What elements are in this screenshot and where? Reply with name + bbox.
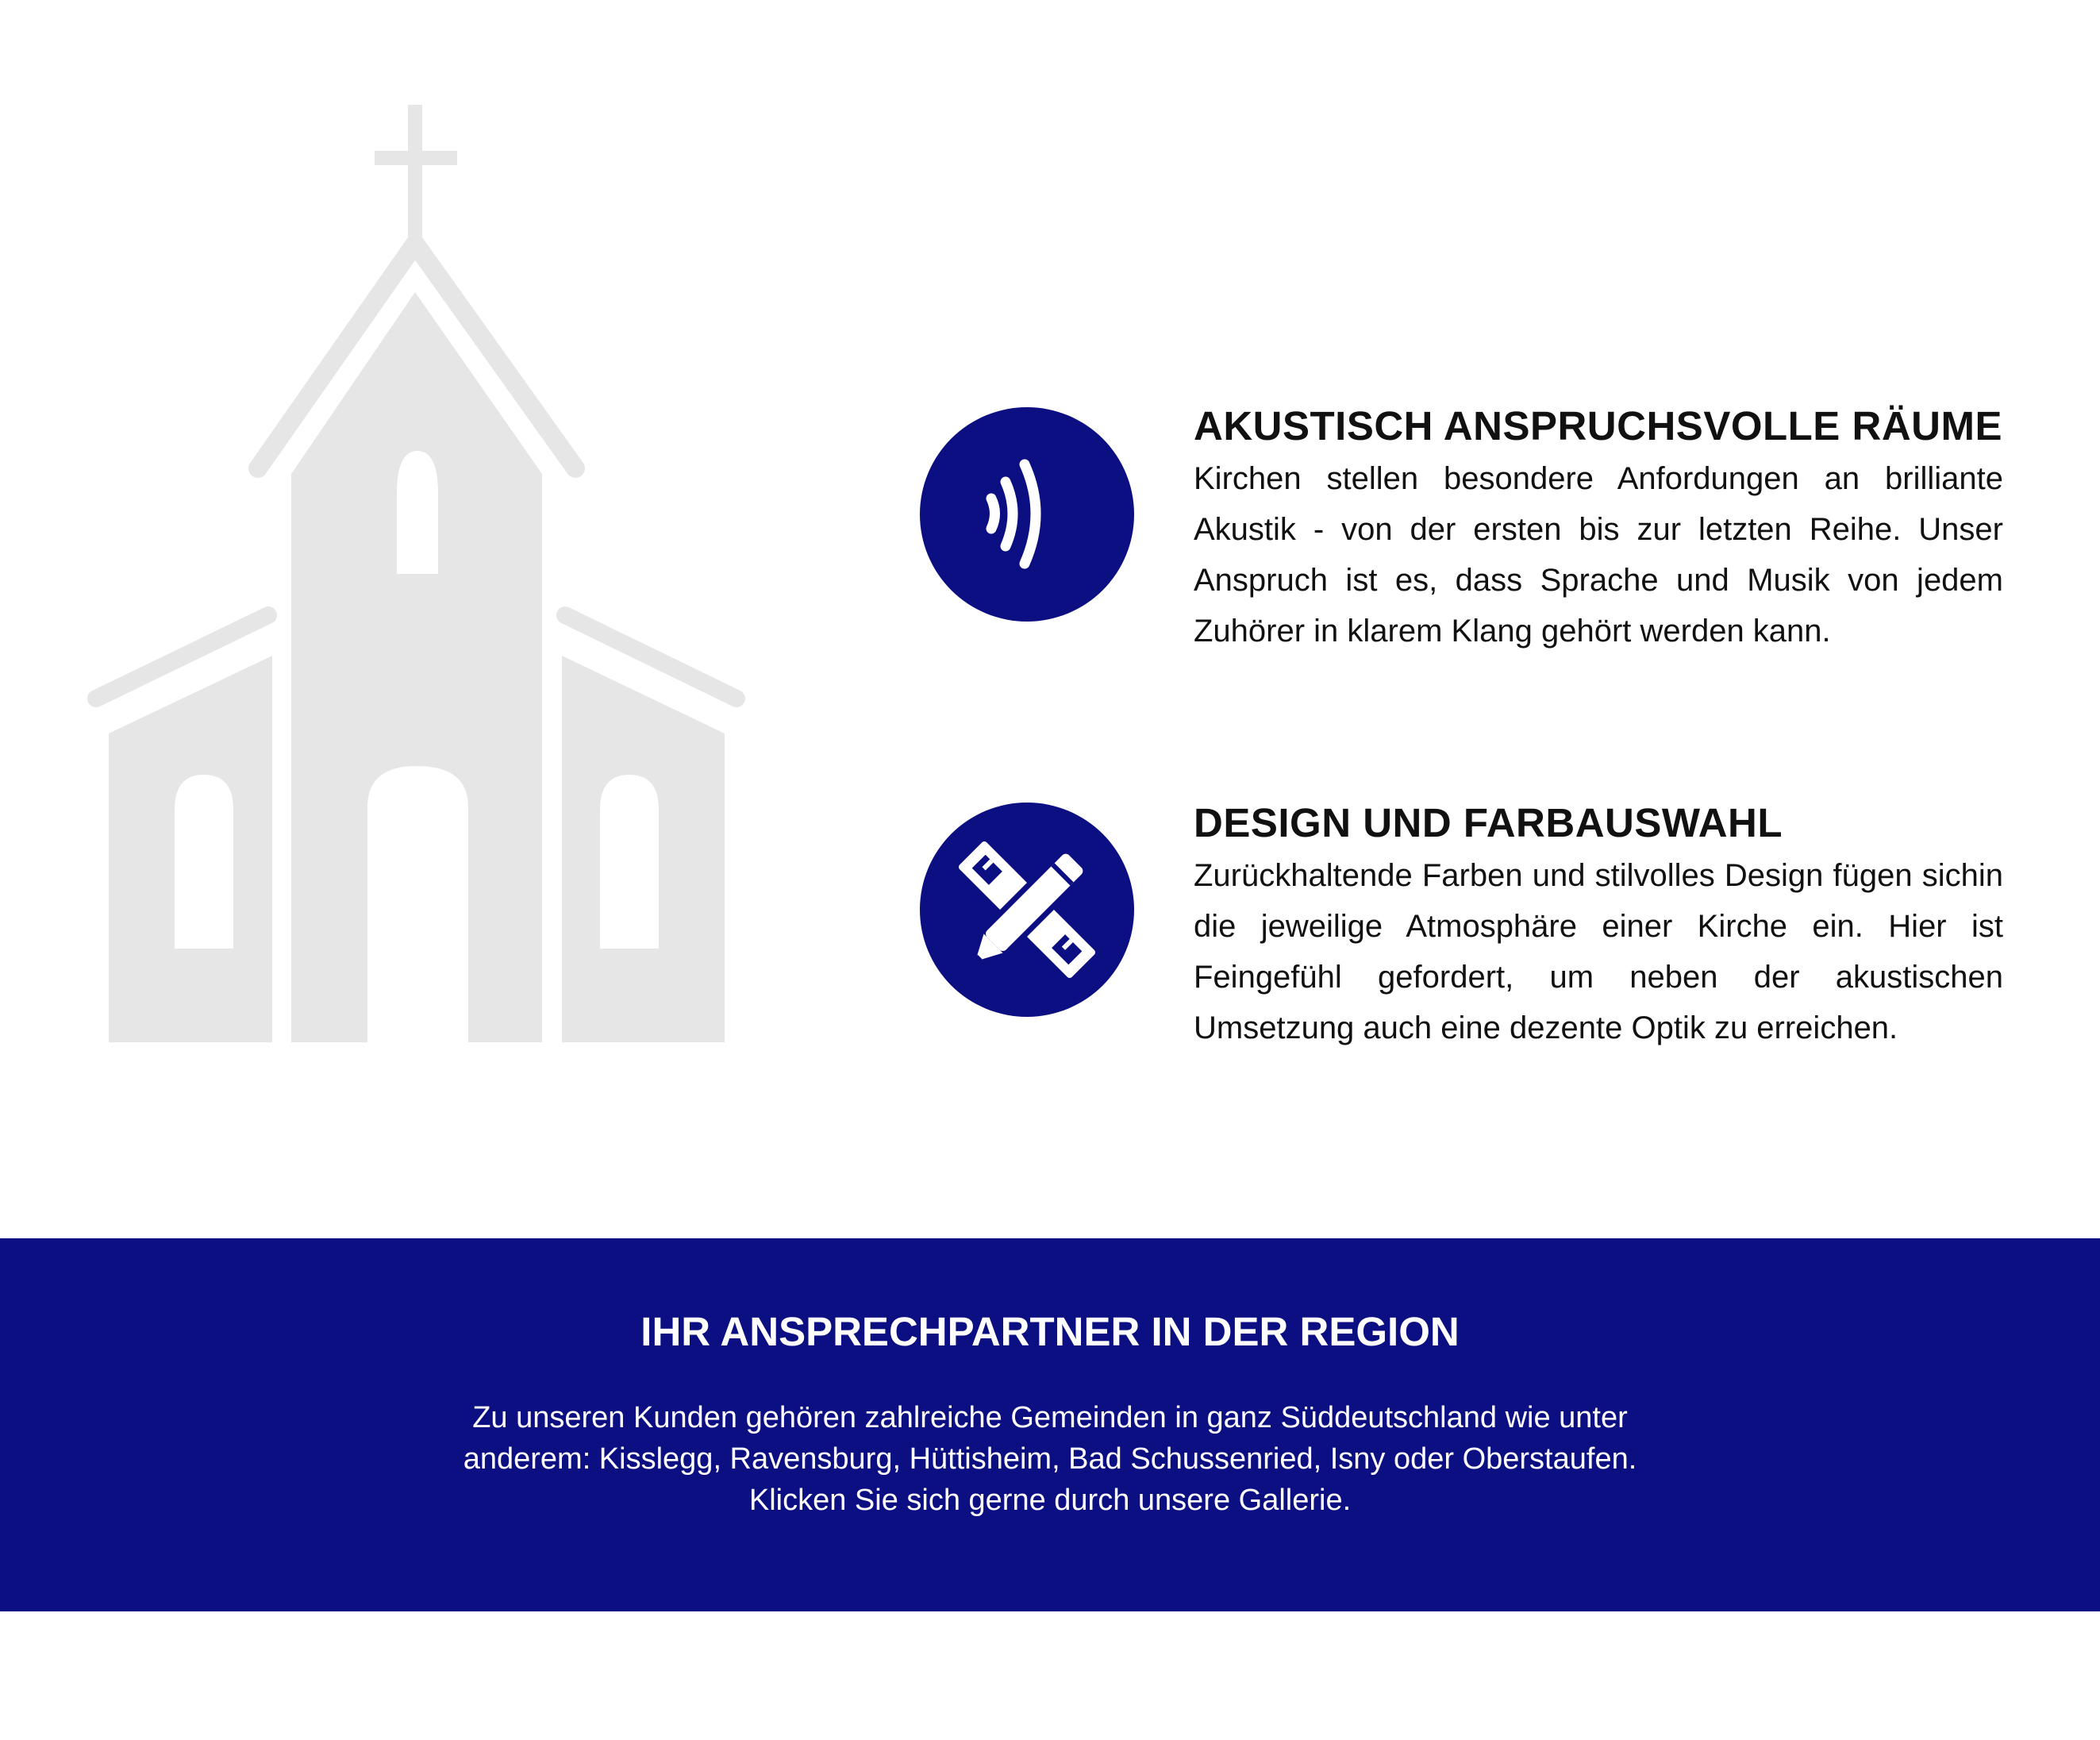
feature-acoustics — [1194, 399, 2003, 656]
banner-text-line: Klicken Sie sich gerne durch unsere Gallerie. — [748, 1484, 1352, 1517]
feature-title: AKUSTISCH ANSPRUCHSVOLLE RÄUME — [1194, 403, 2002, 448]
contact-banner — [0, 1238, 2100, 1611]
banner-text-line: Zu unseren Kunden gehören zahlreiche Gemeinden in ganz Süddeutschland wie unter — [472, 1401, 1628, 1434]
banner-text — [336, 1397, 1764, 1521]
feature-text: Kirchen stellen besondere Anfordungen an brilliante Akustik - von der ersten bis zur letzten Reihe. Unser Anspruch ist es, dass Sprache und Musik von jedem Zuhörer in klarem Klang gehört werden kann. — [1194, 461, 2003, 649]
banner-title: IHR ANSPRECHPARTNER IN DER REGION — [640, 1309, 1460, 1354]
feature-design — [1194, 796, 2003, 1053]
feature-title: DESIGN UND FARBAUSWAHL — [1194, 800, 1783, 845]
pencil-ruler-icon — [920, 803, 1134, 1017]
feature-text: Zurückhaltende Farben und stilvolles Design fügen sichin die jeweilige Atmosphäre einer Kirche ein. Hier ist Feingefühl gefordert, um neben der akustischen Umsetzung auch eine dezente Optik zu erreichen. — [1194, 858, 2003, 1045]
banner-text-line: anderem: Kisslegg, Ravensburg, Hüttisheim, Bad Schussenried, Isny oder Oberstaufen. — [463, 1442, 1637, 1476]
church-icon — [0, 0, 794, 1111]
sound-waves-icon — [920, 407, 1134, 622]
